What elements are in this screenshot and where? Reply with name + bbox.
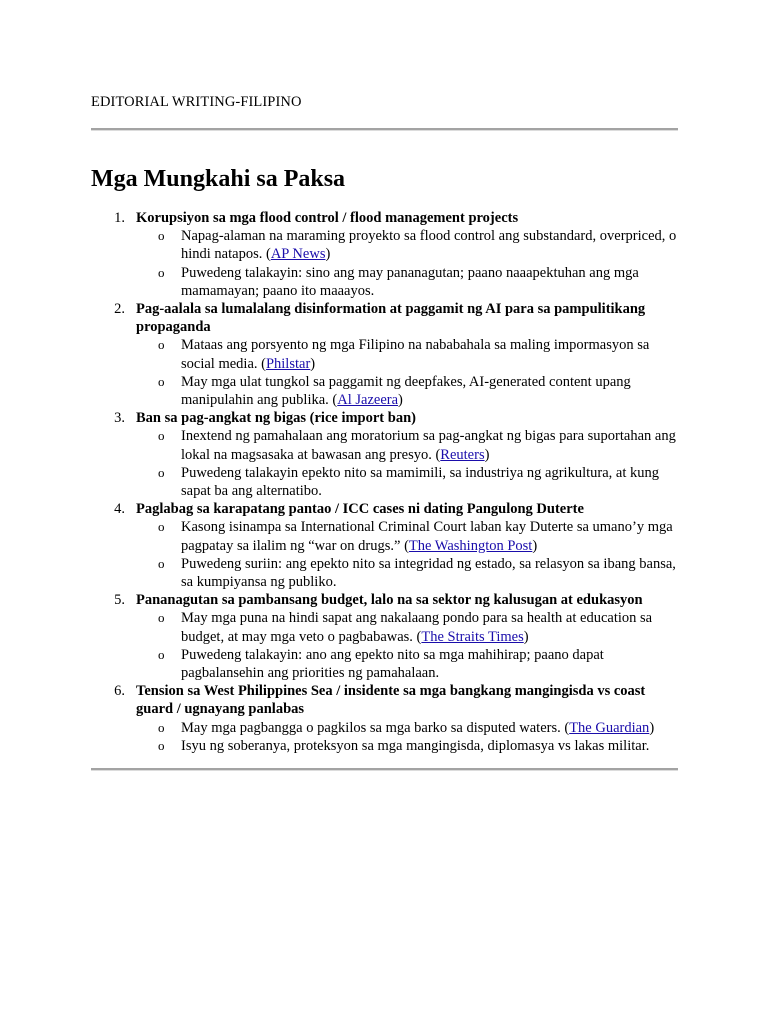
subpoint-text-after: ) [532, 537, 538, 554]
subpoint-text: Isyu ng soberanya, proteksyon sa mga mangingisda, diplomasya vs lakas militar. [181, 737, 650, 754]
topic-subpoints [136, 336, 681, 409]
subpoint-text: Kasong isinampa sa International Criminal Court laban kay Duterte sa umano’y mga pagpatay sa ilalim ng “war on drugs.” ( [181, 519, 673, 554]
topic-subpoints [136, 427, 681, 500]
topic-heading: Paglabag sa karapatang pantao / ICC cases ni dating Pangulong Duterte [136, 501, 584, 518]
subpoint-text: May mga pagbangga o pagkilos sa mga barko sa disputed waters. ( [181, 719, 570, 736]
bullet-marker: o [158, 719, 165, 735]
topic-subpoints [136, 227, 681, 300]
subpoint-text-after: ) [398, 392, 403, 409]
subpoint-item [91, 737, 681, 755]
subpoint-item [91, 373, 681, 409]
subpoint-text: Puwedeng suriin: ang epekto nito sa integridad ng estado, sa relasyon sa ibang bansa, sa kumpiyansa ng publiko. [181, 555, 676, 591]
bullet-marker: o [158, 464, 165, 480]
subpoint-item [91, 518, 681, 554]
document-header-label: EDITORIAL WRITING-FILIPINO [91, 94, 302, 110]
top-divider [91, 128, 678, 131]
page-title: Mga Mungkahi sa Paksa [91, 166, 346, 192]
subpoint-item [91, 427, 681, 463]
subpoint-item [91, 464, 681, 500]
bullet-marker: o [158, 337, 165, 353]
topic-subpoints [136, 609, 681, 682]
bullet-marker: o [158, 737, 165, 753]
subpoint-item [91, 264, 681, 300]
topic-item [91, 209, 681, 300]
topic-number: 3. [114, 410, 125, 427]
topic-item [91, 682, 681, 755]
subpoint-text: Mataas ang porsyento ng mga Filipino na nababahala sa maling impormasyon sa social media. ( [181, 337, 650, 372]
subpoint-text-after: ) [310, 355, 316, 372]
subpoint-text: Puwedeng talakayin: ano ang epekto nito sa mga mahihirap; paano dapat pagbalansehin ang priorities ng pamahalaan. [181, 646, 604, 682]
topic-heading: Pag-aalala sa lumalalang disinformation at paggamit ng AI para sa pampulitikang propaganda [136, 301, 646, 336]
subpoint-text-after: ) [325, 246, 331, 263]
bullet-marker: o [158, 610, 165, 626]
subpoint-item [91, 719, 681, 737]
subpoint-text: Napag-alaman na maraming proyekto sa flood control ang substandard, overpriced, o hindi natapos. ( [181, 228, 677, 263]
subpoint-text: Puwedeng talakayin epekto nito sa mamimili, sa industriya ng agrikultura, at kung sapat ba ang alternatibo. [181, 464, 659, 500]
topic-item [91, 300, 681, 409]
topic-number: 6. [114, 683, 125, 700]
bullet-marker: o [158, 228, 165, 244]
topic-item [91, 500, 681, 591]
topic-heading: Tension sa West Philippines Sea / insidente sa mga bangkang mangingisda vs coast guard / ugnayang panlabas [136, 683, 646, 718]
subpoint-item [91, 609, 681, 645]
topic-list [91, 209, 681, 755]
subpoint-text: Puwedeng talakayin: sino ang may pananagutan; paano naaapektuhan ang mga mamamayan; paano ito maaayos. [181, 264, 639, 299]
source-link[interactable]: Reuters [440, 446, 485, 463]
topic-number: 5. [114, 592, 125, 609]
bottom-divider [91, 768, 678, 771]
subpoint-text: May mga puna na hindi sapat ang nakalaang pondo para sa health at education sa budget, at may mga veto o pagbabawas. ( [181, 610, 653, 645]
subpoint-text: Inextend ng pamahalaan ang moratorium sa pag-angkat ng bigas para suportahan ang lokal na magsasaka at bawasan ang presyo. ( [181, 428, 676, 463]
subpoint-item [91, 336, 681, 372]
source-link[interactable]: The Washington Post [408, 537, 533, 554]
topic-item [91, 591, 681, 682]
source-link[interactable]: AP News [270, 246, 326, 263]
subpoint-text: May mga ulat tungkol sa paggamit ng deepfakes, AI-generated content upang manipulahin ang publika. ( [181, 373, 631, 409]
topic-subpoints [136, 518, 681, 591]
source-link[interactable]: Philstar [265, 355, 311, 372]
source-link[interactable]: The Guardian [569, 719, 650, 736]
bullet-marker: o [158, 428, 165, 444]
bullet-marker: o [158, 555, 165, 571]
subpoint-text-after: ) [523, 628, 529, 645]
topic-subpoints [136, 719, 681, 755]
topic-number: 2. [114, 301, 125, 318]
topic-item [91, 409, 681, 500]
subpoint-text-after: ) [484, 446, 490, 463]
source-link[interactable]: Al Jazeera [337, 392, 399, 409]
topic-number: 1. [114, 210, 125, 226]
topic-heading: Korupsiyon sa mga flood control / flood management projects [136, 210, 519, 226]
topic-heading: Ban sa pag-angkat ng bigas (rice import ban) [136, 410, 416, 427]
bullet-marker: o [158, 646, 165, 662]
subpoint-item [91, 646, 681, 682]
source-link[interactable]: The Straits Times [421, 628, 524, 645]
topic-number: 4. [114, 501, 125, 518]
bullet-marker: o [158, 519, 165, 535]
topic-heading: Pananagutan sa pambansang budget, lalo na sa sektor ng kalusugan at edukasyon [136, 592, 643, 609]
subpoint-text-after: ) [649, 719, 655, 736]
bullet-marker: o [158, 373, 165, 389]
subpoint-item [91, 227, 681, 263]
bullet-marker: o [158, 264, 165, 280]
subpoint-item [91, 555, 681, 591]
